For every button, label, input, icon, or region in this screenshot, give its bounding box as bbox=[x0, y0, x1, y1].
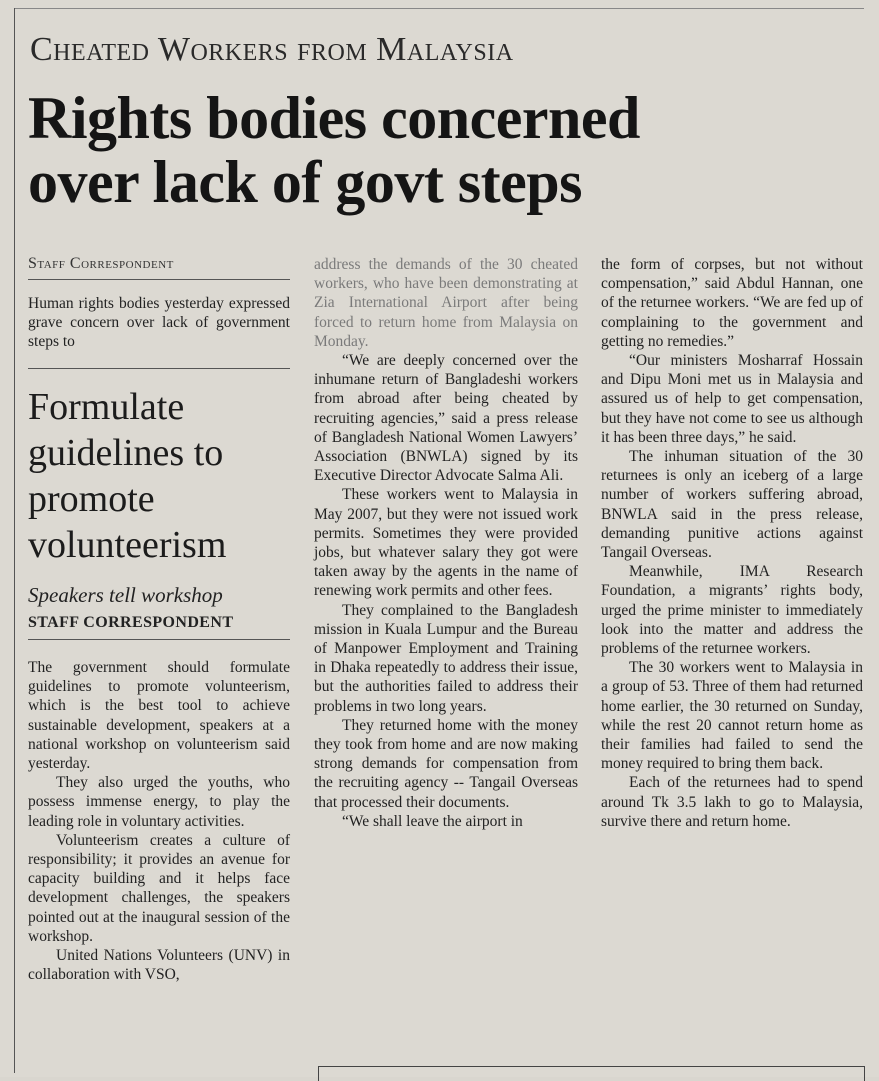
headline-line-1: Rights bodies concerned bbox=[28, 85, 640, 151]
paragraph: “We shall leave the airport in bbox=[342, 812, 523, 830]
paragraph: They also urged the youths, who possess immense energy, to play the leading role in voluntary activities. bbox=[28, 774, 290, 830]
paragraph: United Nations Volunteers (UNV) in collaboration with VSO, bbox=[28, 947, 290, 984]
paragraph: Volunteerism creates a culture of responsibility; it provides an avenue for capacity building and it helps face development challenges, the speakers pointed out at the inaugural session of the workshop. bbox=[28, 831, 290, 945]
article-column-1 bbox=[28, 294, 290, 352]
paragraph: “Our ministers Mosharraf Hossain and Dipu Moni met us in Malaysia and assured us of help to get compensation, but they have not come to see us although it has been three days,” he said. bbox=[601, 352, 863, 446]
paragraph: The 30 workers went to Malaysia in a group of 53. Three of them had returned home earlier, the 30 returned on Sunday, while the rest 20 cannot return home as their families had failed to send the money required to bring them back. bbox=[601, 659, 863, 773]
paragraph: The government should formulate guidelines to promote volunteerism, which is the best tool to achieve sustainable development, speakers at a national workshop on volunteerism said yesterday. bbox=[28, 659, 290, 773]
column-divider bbox=[28, 368, 290, 369]
headline-line-2: over lack of govt steps bbox=[28, 149, 582, 215]
secondary-deck: Speakers tell workshop bbox=[28, 583, 223, 607]
secondary-headline-line-1: Formulate bbox=[28, 386, 185, 428]
secondary-article-body bbox=[28, 658, 290, 984]
article-kicker: Cheated Workers from Malaysia bbox=[30, 31, 514, 68]
secondary-headline-line-2: guidelines to bbox=[28, 432, 224, 474]
paragraph: Meanwhile, IMA Research Foundation, a migrants’ rights body, urged the prime minister to immediately look into the matter and address the problems of the returnee workers. bbox=[601, 563, 863, 658]
article-headline bbox=[28, 86, 868, 214]
secondary-byline: STAFF CORRESPONDENT bbox=[28, 613, 290, 640]
next-article-box bbox=[318, 1066, 865, 1081]
paragraph: Each of the returnees had to spend around Tk 3.5 lakh to go to Malaysia, survive there and return home. bbox=[601, 774, 863, 830]
paragraph: These workers went to Malaysia in May 2007, but they were not issued work permits. Sometimes they were provided jobs, but whatever salary they got were taken away by the agents in the name of renewing work permits and other fees. bbox=[314, 486, 578, 600]
paragraph: The inhuman situation of the 30 returnees is only an iceberg of a large number of workers suffering abroad, BNWLA said in the press release, demanding punitive actions against Tangail Overseas. bbox=[601, 448, 863, 562]
paragraph: They complained to the Bangladesh mission in Kuala Lumpur and the Bureau of Manpower Employment and Training in Dhaka repeatedly to address their issue, but the authorities failed to address their problems in two long years. bbox=[314, 601, 578, 715]
paragraph: They returned home with the money they took from home and are now making strong demands for compensation from the recruiting agency -- Tangail Overseas that processed their documents. bbox=[314, 716, 578, 811]
paragraph: address the demands of the 30 cheated workers, who have been demonstrating at Zia International Airport after being forced to return home from Malaysia on Monday. bbox=[314, 256, 578, 350]
paragraph: Human rights bodies yesterday expressed grave concern over lack of government steps to bbox=[28, 295, 290, 351]
secondary-headline-line-4: volunteerism bbox=[28, 524, 227, 566]
top-rule bbox=[14, 8, 864, 9]
article-column-2 bbox=[314, 255, 578, 831]
secondary-headline bbox=[28, 384, 298, 568]
article-column-3 bbox=[601, 255, 863, 831]
paragraph: the form of corpses, but not without compensation,” said Abdul Hannan, one of the returnee workers. “We are fed up of complaining to the government and getting no remedies.” bbox=[601, 256, 863, 350]
secondary-headline-line-3: promote bbox=[28, 478, 155, 520]
page-edge-rule bbox=[14, 8, 15, 1073]
article-byline: Staff Correspondent bbox=[28, 254, 290, 280]
paragraph: “We are deeply concerned over the inhumane return of Bangladeshi workers from abroad after being cheated by recruiting agencies,” said a press release of Bangladesh National Women Lawyers’ Association (BNWLA) signed by its Executive Director Advocate Salma Ali. bbox=[314, 352, 578, 485]
